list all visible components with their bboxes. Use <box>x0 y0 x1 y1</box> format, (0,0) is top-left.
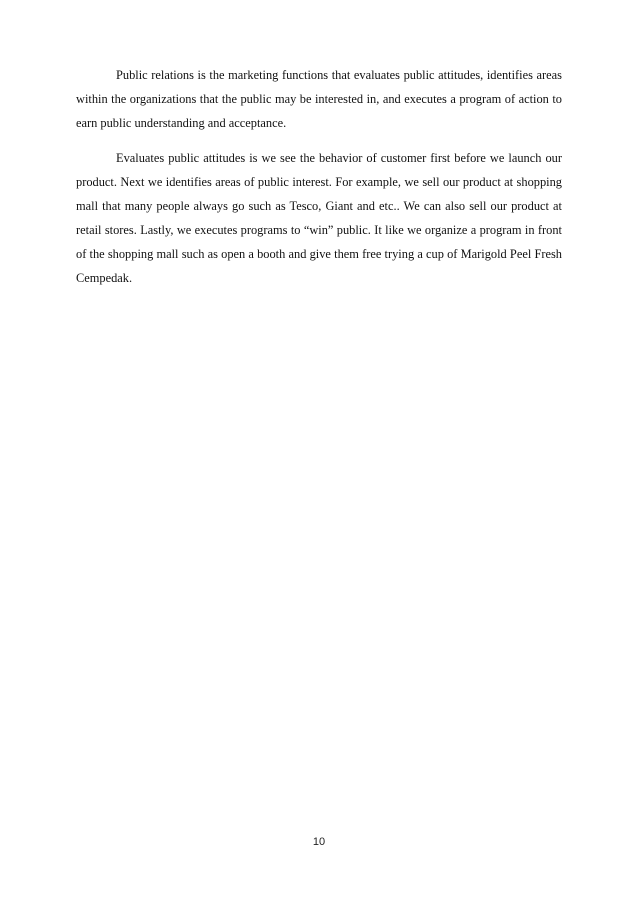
paragraph-public-relations-definition: Public relations is the marketing functions that evaluates public attitudes, identifies areas within the organizations that the public may be interested in, and executes a program of action to earn public understanding and acceptance. <box>76 68 562 130</box>
paragraph-public-attitudes-example: Evaluates public attitudes is we see the behavior of customer first before we launch our product. Next we identifies areas of public interest. For example, we sell our product at shopping mall that many people always go such as Tesco, Giant and etc.. We can also sell our product at retail stores. Lastly, we executes programs to “win” public. It like we organize a program in front of the shopping mall such as open a booth and give them free trying a cup of Marigold Peel Fresh Cempedak. <box>76 151 562 285</box>
body-text <box>76 63 562 301</box>
page-number: 10 <box>312 836 326 848</box>
